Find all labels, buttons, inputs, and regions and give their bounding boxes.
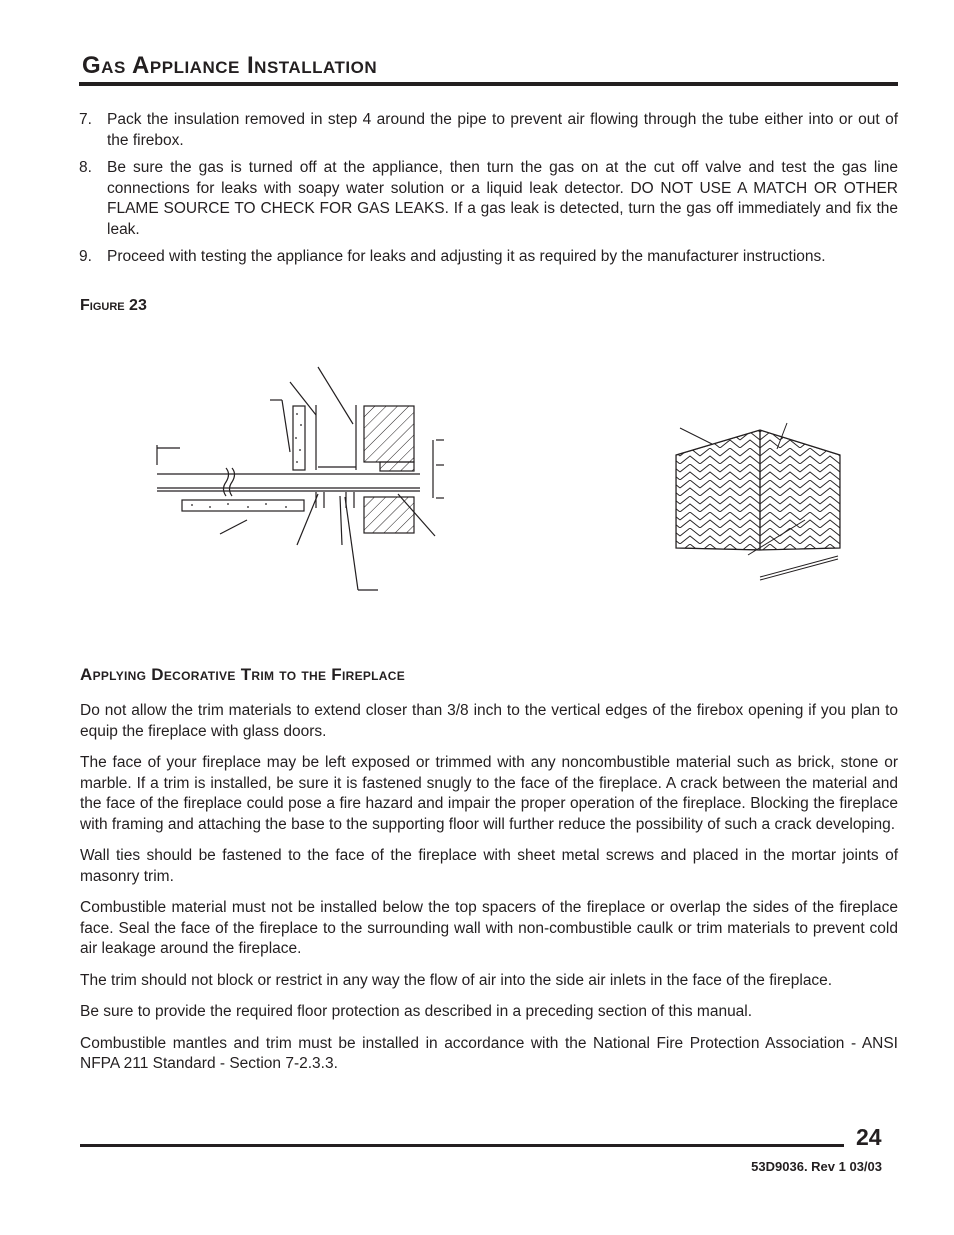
brick-wall-left [676, 430, 760, 550]
step-text: Pack the insulation removed in step 4 around the pipe to prevent air flowing through the tube either into or out of the firebox. [107, 111, 898, 149]
footer-rule [80, 1144, 844, 1147]
title-rule [79, 82, 898, 86]
step-text: Proceed with testing the appliance for leaks and adjusting it as required by the manufacturer instructions. [107, 248, 826, 265]
document-id: 53D9036. Rev 1 03/03 [751, 1159, 882, 1174]
figure-label: Figure 23 [80, 297, 147, 314]
page-title: Gas Appliance Installation [82, 52, 378, 79]
brick-wall-right [760, 430, 840, 550]
section-body [80, 701, 898, 1086]
paragraph: Combustible material must not be installed below the top spacers of the fireplace or overlap the sides of the fireplace face. Seal the face of the fireplace to the surrounding wall with non-combustible caulk or trim materials to prevent cold air leakage around the fireplace. [80, 899, 898, 957]
step-item [79, 158, 898, 240]
paragraph: Be sure to provide the required floor protection as described in a preceding section of this manual. [80, 1003, 753, 1020]
insulation-speckles [191, 413, 302, 508]
step-number: 7. [79, 111, 92, 128]
instruction-steps [79, 110, 898, 275]
insulation-lower [182, 500, 304, 511]
paragraph: The trim should not block or restrict in any way the flow of air into the side air inlets in the face of the fireplace. [80, 971, 833, 989]
step-text: Be sure the gas is turned off at the appliance, then turn the gas on at the cut off valve and test the gas line connections for leaks with soapy water solution or a liquid leak detector. DO NOT USE A MATCH OR OTHER FLAME SOURCE TO CHECK FOR GAS LEAKS. If a gas leak is detected, turn the gas off immediately and fix the leak. [107, 159, 898, 238]
insulation-upper [293, 406, 305, 470]
pipe-section-diagram [157, 367, 444, 590]
paragraph: Wall ties should be fastened to the face of the fireplace with sheet metal screws and placed in the mortar joints of masonry trim. [80, 847, 898, 885]
paragraph: The face of your fireplace may be left exposed or trimmed with any noncombustible material such as brick, stone or marble. If a trim is installed, be sure it is fastened snugly to the face of the fireplace. A crack between the material and the face of the fireplace could pose a fire hazard and impair the proper operation of the fireplace. Blocking the fireplace with framing and attaching the base to the supporting floor will further reduce the possibility of such a crack developing. [80, 754, 898, 833]
step-number: 8. [79, 159, 92, 176]
masonry-wall-lower [364, 497, 414, 533]
wall-collar [380, 462, 414, 471]
step-item [79, 247, 898, 268]
paragraph: Do not allow the trim materials to extend closer than 3/8 inch to the vertical edges of the firebox opening if you plan to equip the fireplace with glass doors. [80, 702, 898, 740]
masonry-wall-upper [364, 406, 414, 462]
section-heading: Applying Decorative Trim to the Fireplace [80, 665, 406, 684]
pipe-break [224, 468, 229, 496]
brick-trim-diagram [676, 423, 840, 580]
paragraph: Combustible mantles and trim must be installed in accordance with the National Fire Protection Association - ANSI NFPA 211 Standard - Section 7-2.3.3. [80, 1034, 898, 1072]
page-number: 24 [856, 1124, 882, 1150]
figure-23-diagram [0, 320, 954, 620]
step-item [79, 110, 898, 151]
step-number: 9. [79, 248, 92, 265]
pipe-break-2 [230, 468, 235, 496]
